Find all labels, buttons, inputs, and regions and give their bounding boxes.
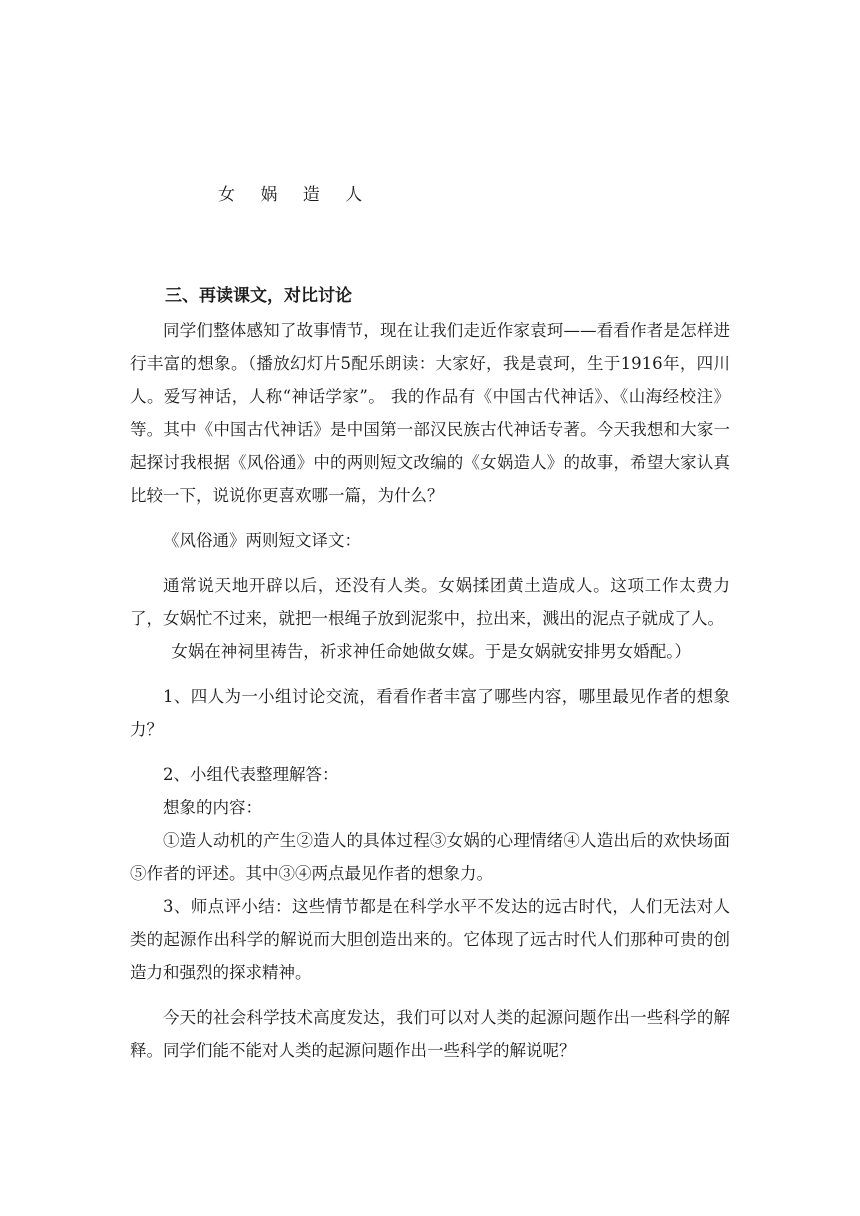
task-3-paragraph: 3、师点评小结：这些情节都是在科学水平不发达的远古时代，人们无法对人类的起源作出科学的解说而大胆创造出来的。它体现了远古时代人们那种可贵的创造力和强烈的探求精神。 [130,897,730,982]
translation-label: 《风俗通》两则短文译文： [163,531,361,550]
translation-paragraph-2: 女娲在神祠里祷告，祈求神任命她做女媒。于是女娲就安排男女婚配。） [171,642,691,661]
document-body [130,314,730,1067]
closing-paragraph: 今天的社会科学技术高度发达，我们可以对人类的起源问题作出一些科学的解释。同学们能不能对人类的起源问题作出一些科学的解说呢？ [130,1008,730,1060]
task-2-paragraph: 2、小组代表整理解答： [163,765,339,784]
document-title: 女 娲 造 人 [218,185,373,205]
intro-paragraph: 同学们整体感知了故事情节，现在让我们走近作家袁珂——看看作者是怎样进行丰富的想象。（播放幻灯片5配乐朗读：大家好，我是袁珂，生于1916年，四川人。爱写神话，人称“神话学家”。 我的作品有《中国古代神话》、《山海经校注》等。其中《中国古代神话》是中国第一部汉民族古代神话专著。今天我想和大家一起探讨我根据《风俗通》中的两则短文改编的《女娲造人》的故事，希望大家认真比较一下，说说你更喜欢哪一篇，为什么？ [130,321,730,505]
imagination-list: ①造人动机的产生②造人的具体过程③女娲的心理情绪④人造出后的欢快场面⑤作者的评述。其中③④两点最见作者的想象力。 [130,831,730,883]
imagination-label: 想象的内容： [163,798,262,817]
translation-paragraph-1: 通常说天地开辟以后，还没有人类。女娲揉团黄土造成人。这项工作太费力了，女娲忙不过来，就把一根绳子放到泥浆中，拉出来，溅出的泥点子就成了人。 [130,576,730,628]
section-heading: 三、再读课文，对比讨论 [165,286,352,306]
task-1-paragraph: 1、四人为一小组讨论交流，看看作者丰富了哪些内容，哪里最见作者的想象力？ [130,687,730,739]
